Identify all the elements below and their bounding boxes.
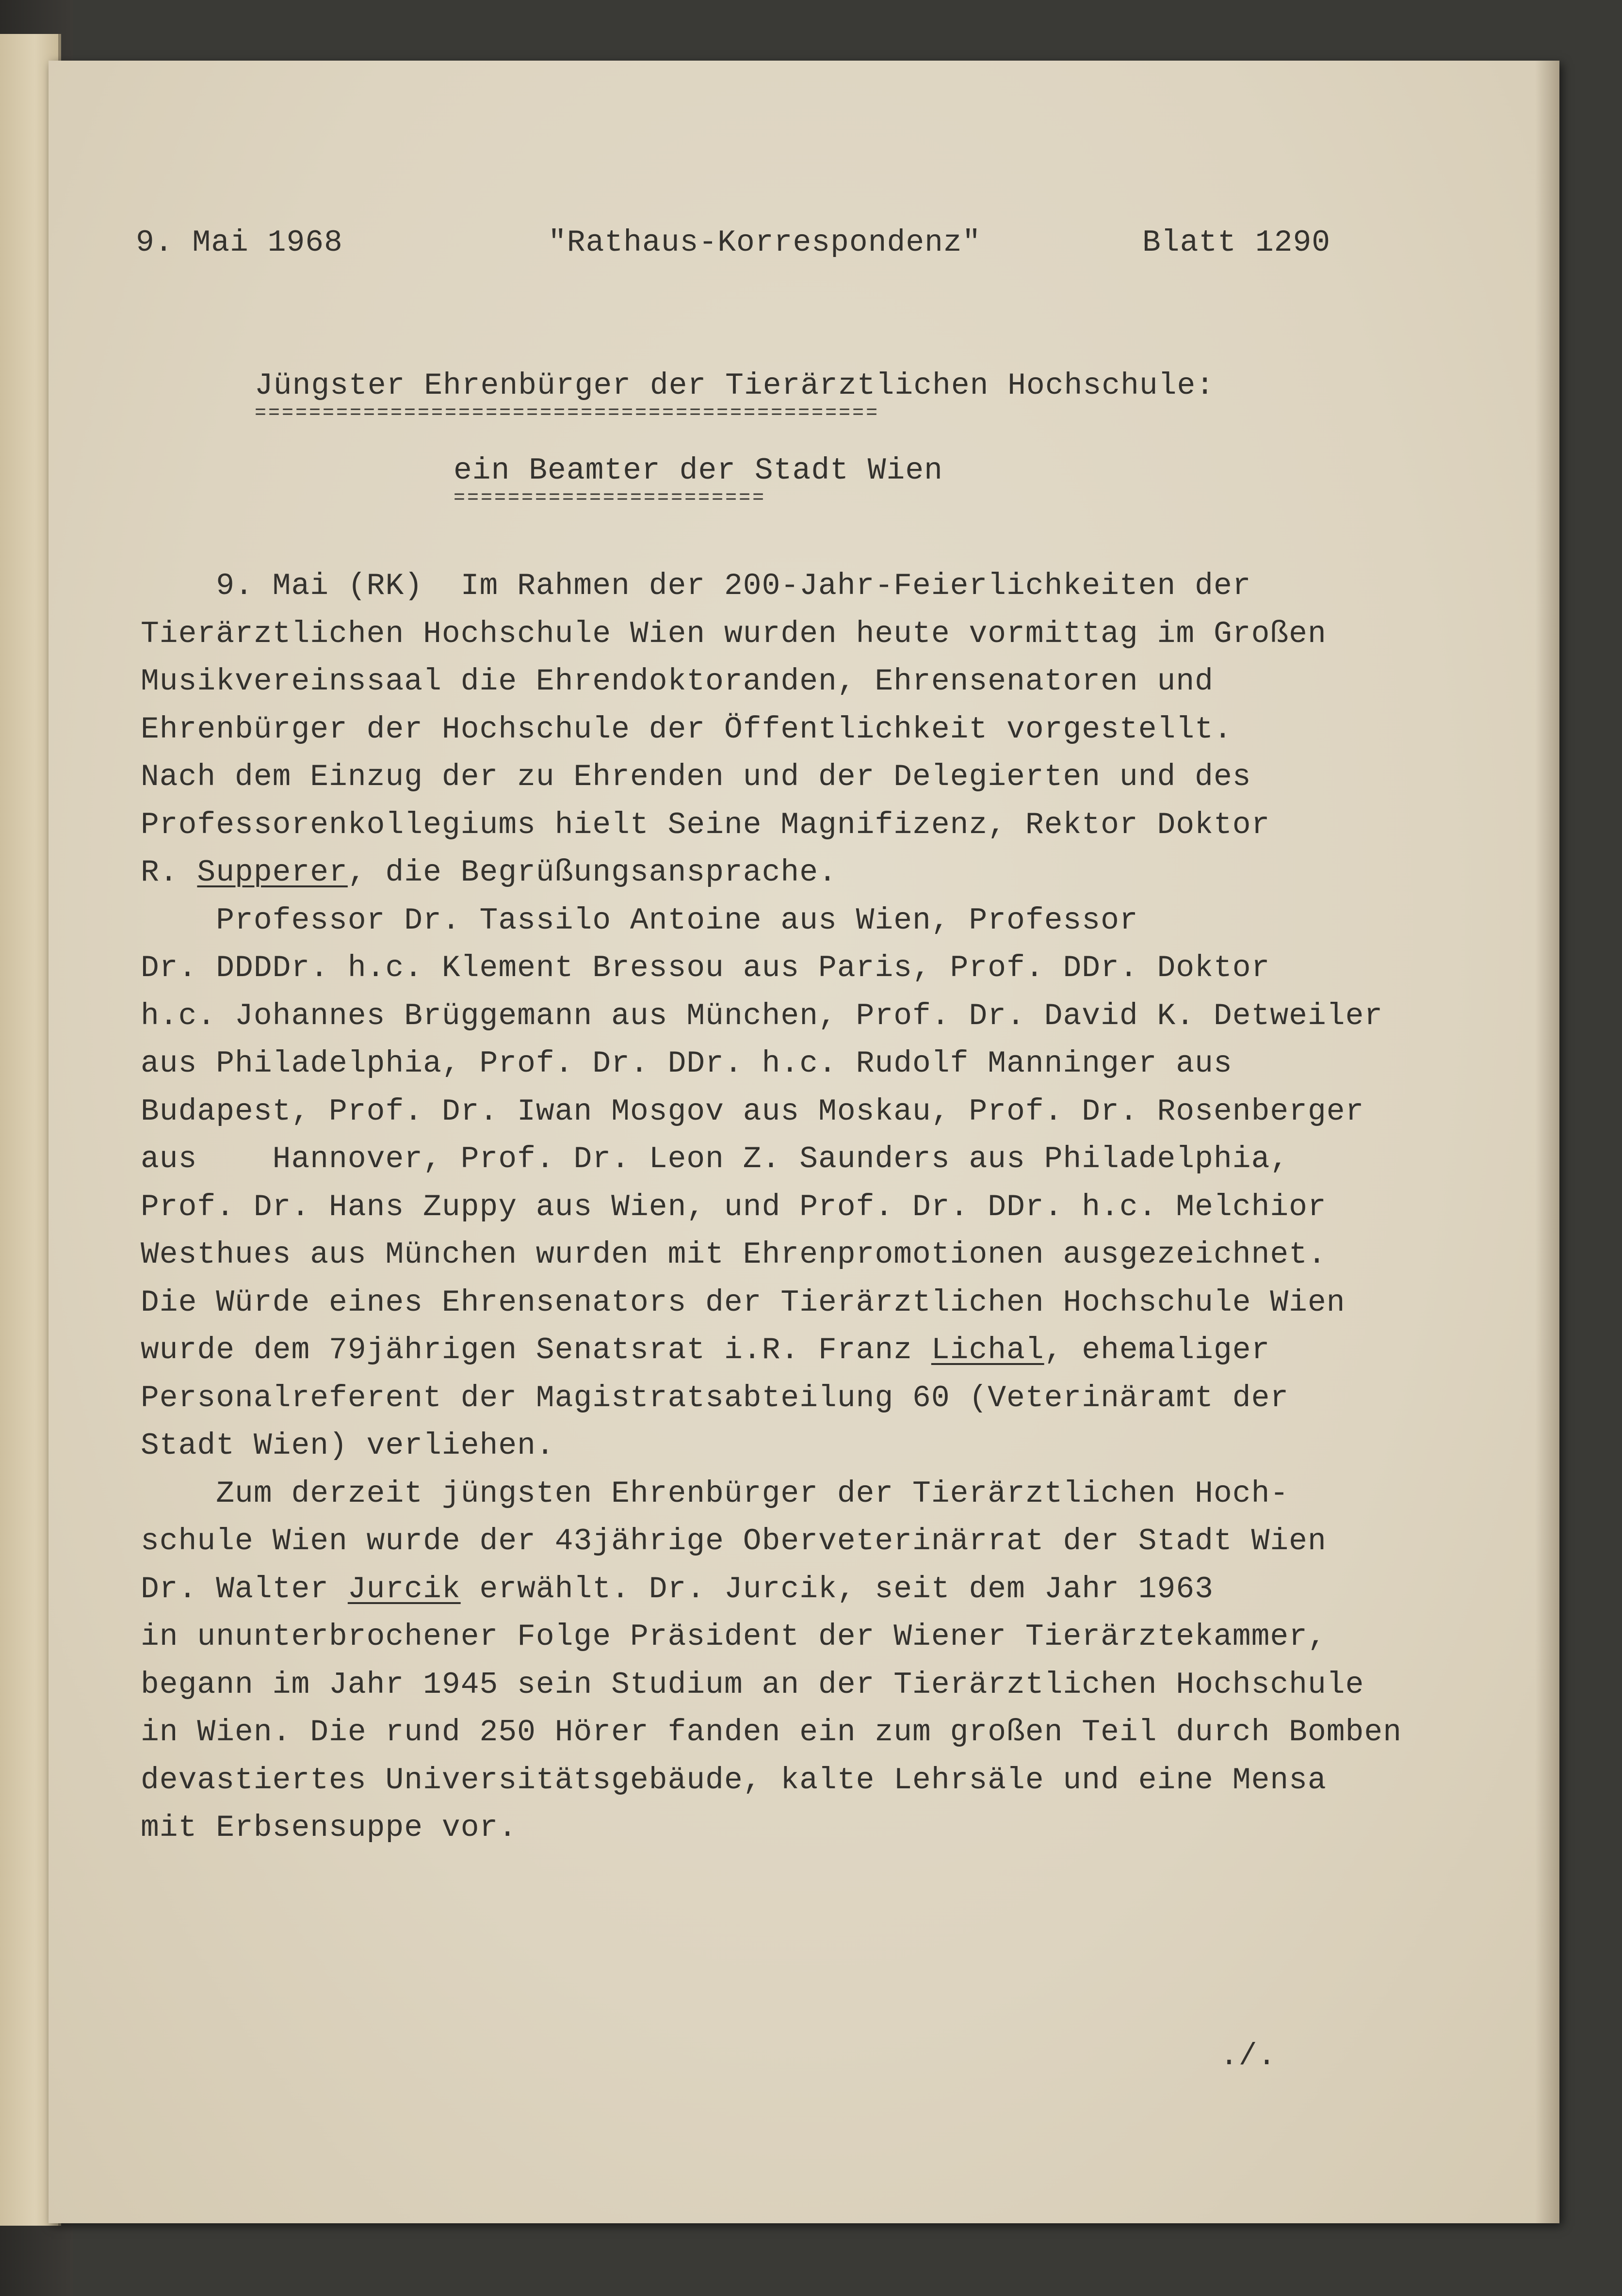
body-line: wurde dem 79jährigen Senatsrat i.R. Franz Lichal, ehemaliger [141, 1333, 1270, 1367]
body-line: Zum derzeit jüngsten Ehrenbürger der Tierärztlichen Hoch- [141, 1476, 1289, 1511]
underlined-name: Jurcik [347, 1572, 461, 1606]
article-body [141, 562, 1547, 1852]
body-line: schule Wien wurde der 43jährige Oberveterinärrat der Stadt Wien [141, 1524, 1327, 1558]
body-line: Stadt Wien) verliehen. [141, 1429, 555, 1463]
body-line: Westhues aus München wurden mit Ehrenpromotionen ausgezeichnet. [141, 1237, 1327, 1272]
body-line: in ununterbrochener Folge Präsident der Wiener Tierärztekammer, [141, 1620, 1327, 1654]
document-page [49, 61, 1559, 2223]
body-line: begann im Jahr 1945 sein Studium an der Tierärztlichen Hochschule [141, 1667, 1364, 1702]
body-line: Nach dem Einzug der zu Ehrenden und der Delegierten und des [141, 760, 1251, 794]
body-line: mit Erbsensuppe vor. [141, 1811, 518, 1845]
header-sheet-number: Blatt 1290 [1142, 225, 1331, 260]
body-line: Professor Dr. Tassilo Antoine aus Wien, Professor [141, 903, 1138, 938]
body-line: Prof. Dr. Hans Zuppy aus Wien, und Prof. Dr. DDr. h.c. Melchior [141, 1189, 1327, 1224]
body-line: 9. Mai (RK) Im Rahmen der 200-Jahr-Feierlichkeiten der [141, 569, 1251, 603]
body-line: R. Supperer, die Begrüßungsansprache. [141, 855, 837, 890]
body-line: in Wien. Die rund 250 Hörer fanden ein zum großen Teil durch Bomben [141, 1715, 1402, 1750]
underlined-name: Supperer [197, 855, 348, 890]
header-date: 9. Mai 1968 [136, 225, 343, 260]
underlined-name: Lichal [931, 1333, 1044, 1367]
headline-double-underline-1: ============================================== [255, 402, 880, 424]
body-line: Dr. DDDDr. h.c. Klement Bressou aus Paris, Prof. DDr. Doktor [141, 951, 1270, 985]
body-line: Personalreferent der Magistratsabteilung 60 (Veterinäramt der [141, 1381, 1289, 1415]
body-line: aus Hannover, Prof. Dr. Leon Z. Saunders aus Philadelphia, [141, 1142, 1289, 1176]
body-line: Die Würde eines Ehrensenators der Tierärztlichen Hochschule Wien [141, 1285, 1346, 1320]
body-line: Tierärztlichen Hochschule Wien wurden heute vormittag im Großen [141, 616, 1327, 651]
header-publication: "Rathaus-Korrespondenz" [548, 225, 981, 260]
body-line: devastiertes Universitätsgebäude, kalte Lehrsäle und eine Mensa [141, 1763, 1327, 1798]
headline-line-2: ein Beamter der Stadt Wien [454, 453, 943, 488]
body-line: Musikvereinssaal die Ehrendoktoranden, Ehrensenatoren und [141, 664, 1214, 699]
headline-line-1: Jüngster Ehrenbürger der Tierärztlichen Hochschule: [255, 369, 1215, 403]
body-line: h.c. Johannes Brüggemann aus München, Prof. Dr. David K. Detweiler [141, 998, 1383, 1033]
continuation-mark: ./. [1220, 2039, 1277, 2073]
body-line: Professorenkollegiums hielt Seine Magnifizenz, Rektor Doktor [141, 807, 1270, 842]
body-line: Ehrenbürger der Hochschule der Öffentlichkeit vorgestellt. [141, 712, 1233, 747]
body-line: aus Philadelphia, Prof. Dr. DDr. h.c. Rudolf Manninger aus [141, 1046, 1233, 1081]
headline-double-underline-2: ======================= [454, 487, 766, 509]
body-line: Budapest, Prof. Dr. Iwan Mosgov aus Moskau, Prof. Dr. Rosenberger [141, 1094, 1364, 1129]
body-line: Dr. Walter Jurcik erwählt. Dr. Jurcik, seit dem Jahr 1963 [141, 1572, 1214, 1606]
